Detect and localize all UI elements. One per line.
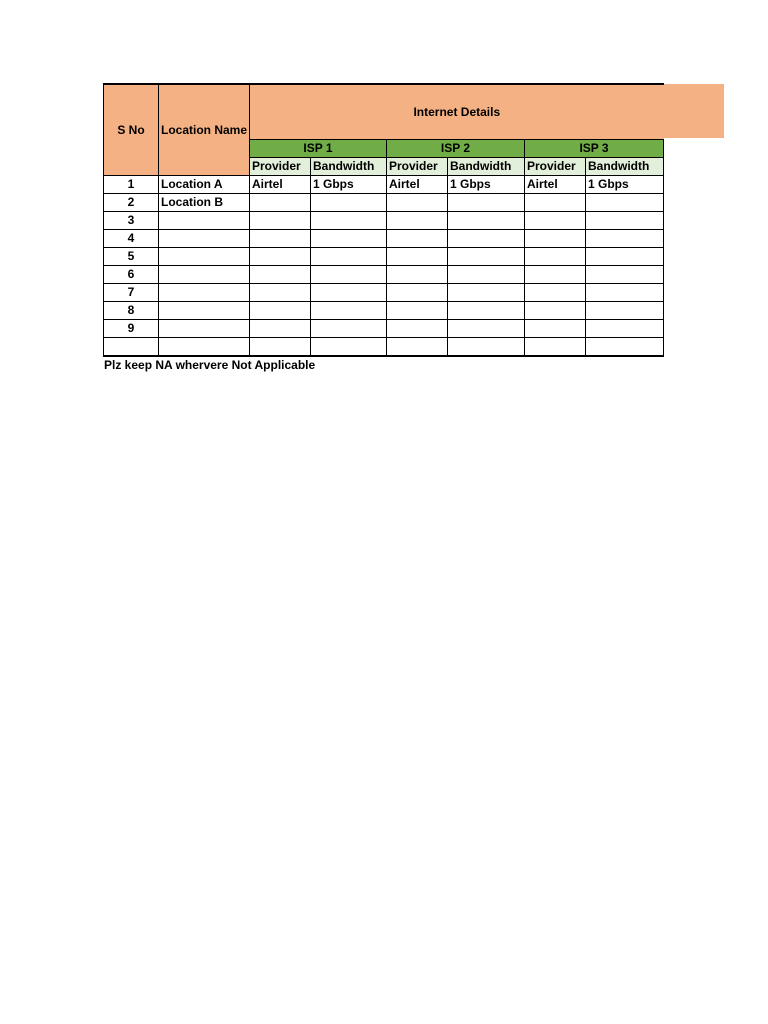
isp1-bandwidth-cell[interactable] [311,284,387,302]
sno-cell[interactable]: 8 [104,302,159,320]
header-row-title [104,84,664,140]
isp1-bandwidth-cell[interactable] [311,266,387,284]
isp2-bandwidth-cell[interactable]: 1 Gbps [448,176,525,194]
isp2-bandwidth-cell[interactable] [448,266,525,284]
isp2-provider-header[interactable]: Provider [387,158,448,176]
table-row [104,248,664,266]
isp3-bandwidth-cell[interactable] [586,338,664,357]
isp1-provider-cell[interactable] [250,248,311,266]
location-cell[interactable] [159,338,250,357]
isp2-bandwidth-header[interactable]: Bandwidth [448,158,525,176]
isp3-bandwidth-header[interactable]: Bandwidth [586,158,664,176]
isp3-provider-cell[interactable] [525,302,586,320]
isp2-provider-cell[interactable] [387,284,448,302]
table-row [104,302,664,320]
isp2-header[interactable]: ISP 2 [387,140,525,158]
table-row [104,284,664,302]
isp3-bandwidth-cell[interactable]: 1 Gbps [586,176,664,194]
isp3-bandwidth-cell[interactable] [586,248,664,266]
isp2-bandwidth-cell[interactable] [448,338,525,357]
sno-cell[interactable]: 9 [104,320,159,338]
isp3-bandwidth-cell[interactable] [586,284,664,302]
table-row [104,320,664,338]
internet-details-table [103,83,664,357]
isp3-bandwidth-cell[interactable] [586,302,664,320]
footnote: Plz keep NA whervere Not Applicable [104,358,316,372]
isp3-provider-cell[interactable] [525,320,586,338]
isp1-provider-cell[interactable] [250,194,311,212]
table-row [104,194,664,212]
isp1-bandwidth-header[interactable]: Bandwidth [311,158,387,176]
location-cell[interactable] [159,212,250,230]
location-cell[interactable] [159,284,250,302]
table-row [104,212,664,230]
table-row [104,266,664,284]
isp2-provider-cell[interactable] [387,320,448,338]
isp1-header[interactable]: ISP 1 [250,140,387,158]
isp2-bandwidth-cell[interactable] [448,248,525,266]
location-cell[interactable] [159,266,250,284]
table-body [104,84,664,356]
isp3-bandwidth-cell[interactable] [586,266,664,284]
isp3-bandwidth-cell[interactable] [586,212,664,230]
isp3-provider-cell[interactable] [525,266,586,284]
isp3-bandwidth-cell[interactable] [586,230,664,248]
table-row [104,338,664,357]
internet-details-header[interactable]: Internet Details [250,84,664,140]
isp2-bandwidth-cell[interactable] [448,284,525,302]
isp3-provider-cell[interactable] [525,338,586,357]
location-header[interactable]: Location Name [159,84,250,176]
sno-cell[interactable]: 3 [104,212,159,230]
isp1-provider-cell[interactable] [250,302,311,320]
header-fill-overflow [662,84,724,138]
isp2-bandwidth-cell[interactable] [448,302,525,320]
sno-cell[interactable]: 4 [104,230,159,248]
isp1-provider-cell[interactable] [250,284,311,302]
isp1-bandwidth-cell[interactable] [311,302,387,320]
isp2-bandwidth-cell[interactable] [448,230,525,248]
location-cell[interactable]: Location B [159,194,250,212]
isp2-bandwidth-cell[interactable] [448,194,525,212]
isp3-header[interactable]: ISP 3 [525,140,664,158]
isp1-bandwidth-cell[interactable] [311,338,387,357]
isp2-provider-cell[interactable] [387,212,448,230]
isp1-provider-cell[interactable] [250,230,311,248]
isp1-provider-header[interactable]: Provider [250,158,311,176]
isp1-bandwidth-cell[interactable]: 1 Gbps [311,176,387,194]
isp3-provider-cell[interactable] [525,284,586,302]
isp3-provider-header[interactable]: Provider [525,158,586,176]
table-row [104,230,664,248]
isp2-bandwidth-cell[interactable] [448,212,525,230]
isp2-provider-cell[interactable] [387,266,448,284]
location-cell[interactable]: Location A [159,176,250,194]
isp1-provider-cell[interactable] [250,338,311,357]
isp3-provider-cell[interactable] [525,212,586,230]
sno-header[interactable]: S No [104,84,159,176]
isp2-bandwidth-cell[interactable] [448,320,525,338]
sno-cell[interactable] [104,338,159,357]
isp3-provider-cell[interactable] [525,230,586,248]
location-cell[interactable] [159,320,250,338]
isp2-provider-cell[interactable] [387,302,448,320]
isp1-provider-cell[interactable] [250,320,311,338]
isp3-bandwidth-cell[interactable] [586,194,664,212]
table-row [104,176,664,194]
isp3-bandwidth-cell[interactable] [586,320,664,338]
isp2-provider-cell[interactable] [387,338,448,357]
isp1-bandwidth-cell[interactable] [311,248,387,266]
location-cell[interactable] [159,248,250,266]
isp2-provider-cell[interactable] [387,230,448,248]
isp3-provider-cell[interactable] [525,194,586,212]
isp1-provider-cell[interactable] [250,212,311,230]
isp3-provider-cell[interactable]: Airtel [525,176,586,194]
location-cell[interactable] [159,302,250,320]
isp3-provider-cell[interactable] [525,248,586,266]
isp2-provider-cell[interactable] [387,248,448,266]
sno-cell[interactable]: 1 [104,176,159,194]
isp1-bandwidth-cell[interactable] [311,212,387,230]
isp1-provider-cell[interactable]: Airtel [250,176,311,194]
isp1-provider-cell[interactable] [250,266,311,284]
isp1-bandwidth-cell[interactable] [311,320,387,338]
isp2-provider-cell[interactable] [387,194,448,212]
location-cell[interactable] [159,230,250,248]
isp1-bandwidth-cell[interactable] [311,230,387,248]
sno-cell[interactable]: 5 [104,248,159,266]
isp2-provider-cell[interactable]: Airtel [387,176,448,194]
sno-cell[interactable]: 2 [104,194,159,212]
sno-cell[interactable]: 7 [104,284,159,302]
sno-cell[interactable]: 6 [104,266,159,284]
isp1-bandwidth-cell[interactable] [311,194,387,212]
